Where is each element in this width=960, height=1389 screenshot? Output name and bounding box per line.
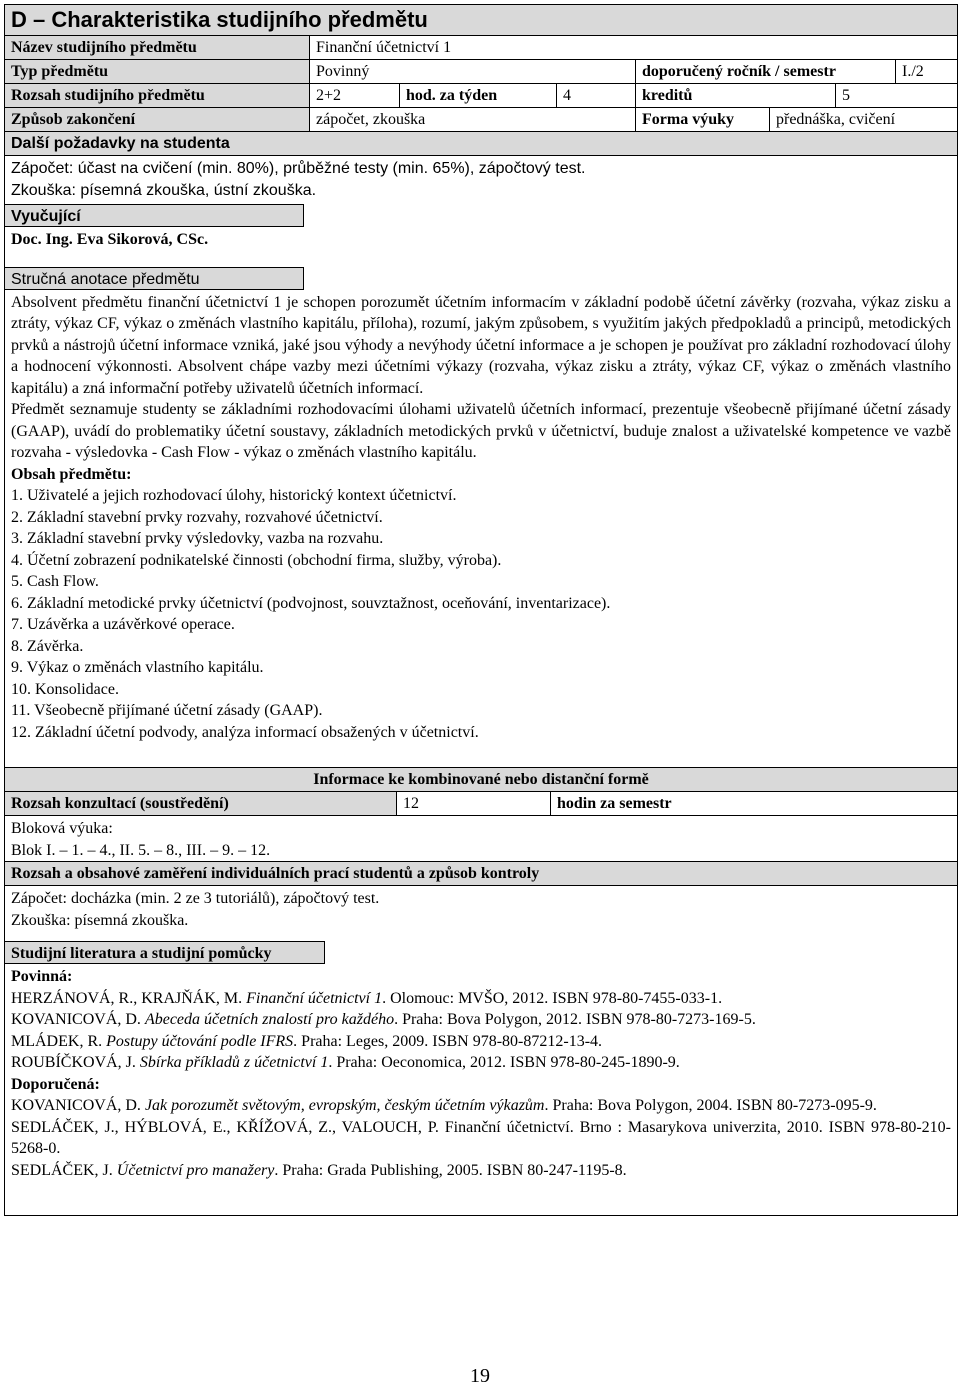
distance-title: Informace ke kombinované nebo distanční formě [5,767,957,792]
individual-work-body [5,886,957,941]
completion-label: Způsob zakončení [5,108,310,131]
literature-section [5,941,957,964]
required-literature-list [11,988,951,1074]
teachers-label: Vyučující [5,204,304,227]
requirements-body [5,156,957,204]
row-course-scope [5,84,957,108]
content-item: 9. Výkaz o změnách vlastního kapitálu. [11,659,264,676]
annotation-section [5,267,957,290]
consultations-value: 12 [397,792,551,815]
content-item: 7. Uzávěrka a uzávěrkové operace. [11,616,235,633]
course-name-value: Finanční účetnictví 1 [316,39,452,56]
row-course-name [5,36,957,60]
content-item: 3. Základní stavební prvky výsledovky, vazba na rozvahu. [11,530,384,547]
content-label: Obsah předmětu: [11,465,132,483]
content-item: 1. Uživatelé a jejich rozhodovací úlohy, historický kontext účetnictví. [11,487,457,504]
content-item: 8. Závěrka. [11,637,84,655]
content-item: 10. Konsolidace. [11,680,119,698]
completion-value: zápočet, zkouška [310,108,636,131]
requirements-label: Další požadavky na studenta [5,132,957,156]
teaching-form-value: přednáška, cvičení [776,111,896,128]
hours-label: hod. za týden [400,84,557,107]
document-header: D – Charakteristika studijního předmětu [5,5,957,36]
row-completion [5,108,957,132]
block-teaching [5,816,957,861]
recommended-item-2: SEDLÁČEK, J., HÝBLOVÁ, E., KŘÍŽOVÁ, Z., VALOUCH, P. Finanční účetnictví. Brno : Masarykova univerzita, 2010. ISBN 978-80-210-5268-0. [11,1118,951,1157]
recommended-item-3: SEDLÁČEK, J. Účetnictví pro manažery. Praha: Grada Publishing, 2005. ISBN 80-247-1195-8. [11,1161,627,1179]
year-semester-value: I./2 [902,63,924,80]
content-item: 6. Základní metodické prvky účetnictví (podvojnost, souvztažnost, oceňování, inventarizace). [11,594,611,612]
content-item: 4. Účetní zobrazení podnikatelské činnosti (obchodní firma, služby, výroba). [11,551,502,569]
teaching-form-label: Forma výuky [636,108,770,131]
requirements-credit: Zápočet: účast na cvičení (min. 80%), průběžné testy (min. 65%), zápočtový test. [11,160,586,177]
course-type-value: Povinný [310,60,636,83]
individual-work-label: Rozsah a obsahové zaměření individuálních prací studentů a způsob kontroly [5,861,957,886]
recommended-item-1: KOVANICOVÁ, D. Jak porozumět světovým, evropským, českým účetním výkazům. Praha: Bova Polygon, 2004. ISBN 80-7273-095-9. [11,1097,877,1114]
year-semester-label: doporučený ročník / semestr [636,60,896,83]
recommended-literature-label: Doporučená: [11,1075,100,1093]
required-literature-item: KOVANICOVÁ, D. Abeceda účetních znalostí pro každého. Praha: Bova Polygon, 2012. ISBN 978-80-7273-169-5. [11,1011,756,1028]
annotation-paragraph-1: Absolvent předmětu finanční účetnictví 1 je schopen porozumět účetním informacím v základní podobě účetní závěrky (rozvaha, výkaz zisku a ztráty, výkaz CF, výkaz o změnách vlastního kapitálu, příloha), rozumí, jakým způsobem, s využitím jakých předpokladů a principů, metodických prvků a nástrojů účetní informace vzniká, jaké jsou výhody a nevýhody účetní informace a je schopen je používat pro základní rozhodovací úlohy a hodnocení výkonnosti. Absolvent chápe vazby mezi účetními výkazy (rozvaha, výkaz zisku a ztráty, výkaz CF, výkaz o změnách vlastního kapitálu) a zná informační potřeby uživatelů účetních informací. [11,293,951,397]
row-consultations [5,792,957,816]
content-item: 12. Základní účetní podvody, analýza informací obsažených v účetnictví. [11,723,479,741]
annotation-label: Stručná anotace předmětu [5,267,304,290]
row-course-type [5,60,957,84]
requirements-exam: Zkouška: písemná zkouška, ústní zkouška. [11,182,317,199]
credits-label: kreditů [636,84,836,107]
required-literature-label: Povinná: [11,968,73,985]
credits-value: 5 [842,87,850,104]
annotation-body [5,290,957,768]
page-number: 19 [470,1365,490,1387]
scope-value: 2+2 [310,84,400,107]
required-literature-item: HERZÁNOVÁ, R., KRAJŇÁK, M. Finanční účetnictví 1. Olomouc: MVŠO, 2012. ISBN 978-80-7455-033-1. [11,989,723,1007]
teachers-section [5,204,957,227]
course-sheet [4,4,958,1216]
individual-work-exam: Zkouška: písemná zkouška. [11,911,189,929]
consultations-unit: hodin za semestr [557,795,672,812]
required-literature-item: MLÁDEK, R. Postupy účtování podle IFRS. Praha: Leges, 2009. ISBN 978-80-87212-13-4. [11,1032,603,1050]
literature-body [5,964,957,1215]
consultations-label: Rozsah konzultací (soustředění) [5,792,397,815]
course-name-label: Název studijního předmětu [5,36,310,59]
content-item: 2. Základní stavební prvky rozvahy, rozvahové účetnictví. [11,508,383,526]
individual-work-credit: Zápočet: docházka (min. 2 ze 3 tutoriálů), zápočtový test. [11,890,380,907]
teacher-name: Doc. Ing. Eva Sikorová, CSc. [11,231,209,248]
content-item: 5. Cash Flow. [11,573,99,590]
required-literature-item: ROUBÍČKOVÁ, J. Sbírka příkladů z účetnictví 1. Praha: Oeconomica, 2012. ISBN 978-80-245-1890-9. [11,1054,680,1071]
scope-label: Rozsah studijního předmětu [5,84,310,107]
block-teaching-value: Blok I. – 1. – 4., II. 5. – 8., III. – 9. – 12. [11,841,271,859]
literature-label: Studijní literatura a studijní pomůcky [5,941,325,964]
content-list [11,485,951,743]
content-item: 11. Všeobecně přijímané účetní zásady (GAAP). [11,702,323,719]
block-teaching-label: Bloková výuka: [11,820,113,837]
hours-value: 4 [557,84,636,107]
course-type-label: Typ předmětu [5,60,310,83]
annotation-paragraph-2: Předmět seznamuje studenty se základními rozhodovacími úlohami uživatelů účetních informací, prezentuje všeobecně přijímané účetní zásady (GAAP), uvádí do problematiky účetní soustavy, základních metodických prvků v účetnictví, buduje znalost a uživatelské kompetence ve vazbě rozvaha - výsledovka - Cash Flow - výkaz o změnách vlastního kapitálu. [11,401,951,461]
